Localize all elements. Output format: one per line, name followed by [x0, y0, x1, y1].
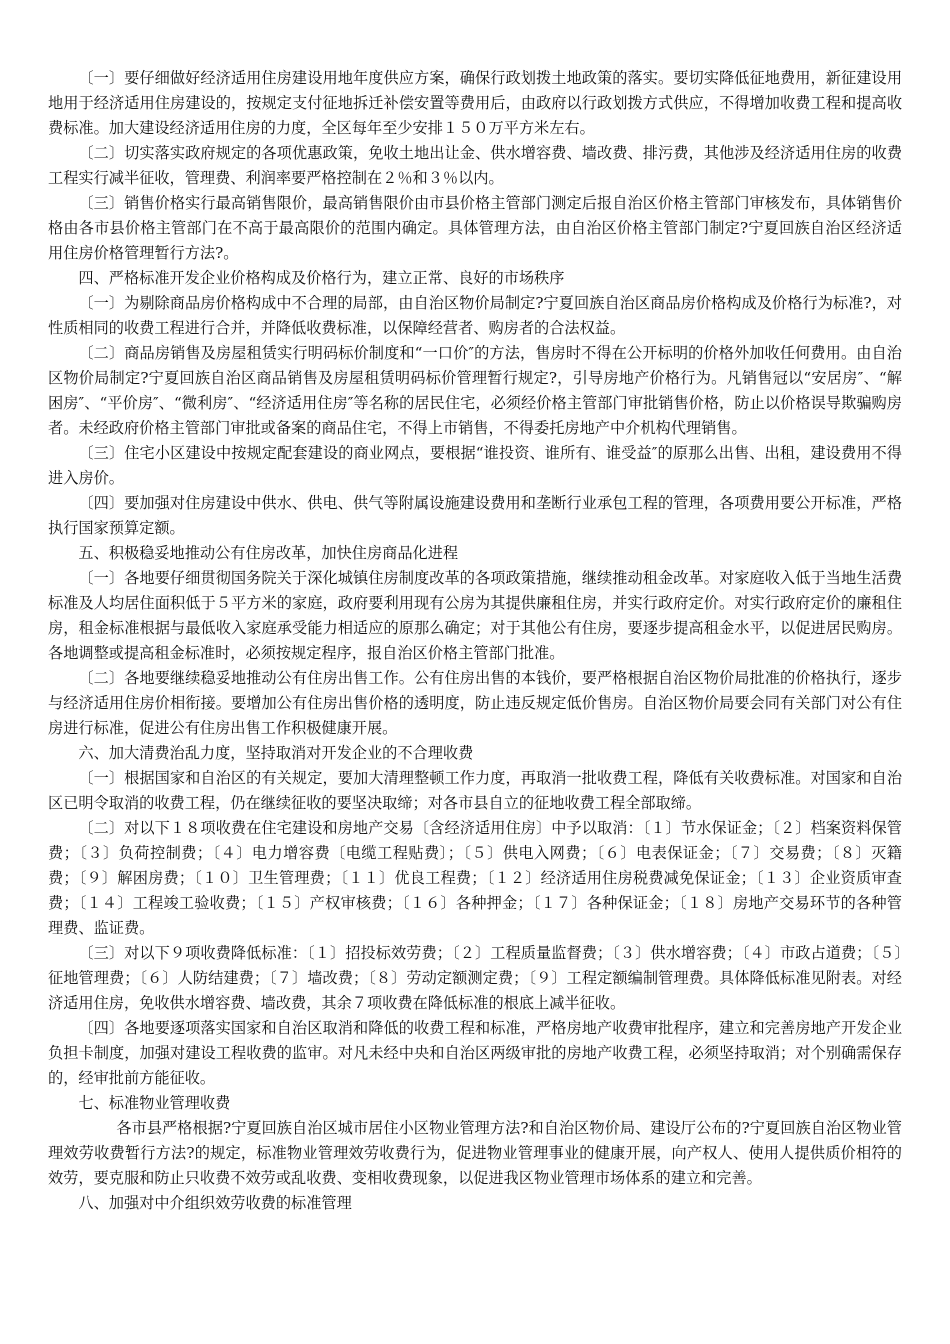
paragraph-item-commercial-outlets: 〔三〕住宅小区建设中按规定配套建设的商业网点，要根据“谁投资、谁所有、谁受益″的原那么出售、出租，建设费用不得进入房价。	[48, 444, 902, 487]
paragraph-item-land-supply: 〔一〕要仔细做好经济适用住房建设用地年度供应方案，确保行政划拨土地政策的落实。要切实降低征地费用，新征建设用地用于经济适用住房建设的，按规定支付征地拆迁补偿安置等费用后，由政府以行政划拨方式供应，不得增加收费工程和提高收费标准。加大建设经济适用住房的力度，全区每年至少安排１５０万平方米左右。	[48, 69, 902, 137]
paragraph-item-price-tagging: 〔二〕商品房销售及房屋租赁实行明码标价制度和“一口价″的方法，售房时不得在公开标明的价格外加收任何费用。由自治区物价局制定?宁夏回族自治区商品销售及房屋租赁明码标价管理暂行规定?，引导房地产价格行为。凡销售冠以“安居房″、“解困房″、“平价房″、“微利房″、“经济适用住房″等名称的居民住宅，必须经价格主管部门审批销售价格，防止以价格误导欺骗购房者。未经政府价格主管部门审批或备案的商品住宅，不得上市销售，不得委托房地产中介机构代理销售。	[48, 344, 902, 437]
paragraph-item-preferential-policies: 〔二〕切实落实政府规定的各项优惠政策，免收土地出让金、供水增容费、墙改费、排污费，其他涉及经济适用住房的收费工程实行减半征收，管理费、利润率要严格控制在２％和３％以内。	[48, 144, 902, 187]
paragraph-item-fee-supervision: 〔四〕各地要逐项落实国家和自治区取消和降低的收费工程和标准，严格房地产收费审批程序，建立和完善房地产开发企业负担卡制度，加强对建设工程收费的监审。对凡未经中央和自治区两级审批的房地产收费工程，必须坚持取消；对个别确需保存的，经审批前方能征收。	[48, 1019, 902, 1087]
section-heading-8: 八、加强对中介组织效劳收费的标准管理	[78, 1194, 352, 1212]
paragraph-item-price-composition: 〔一〕为剔除商品房价格构成中不合理的局部，由自治区物价局制定?宁夏回族自治区商品房价格构成及价格行为标准?，对性质相同的收费工程进行合并，并降低收费标准，以保障经营者、购房者的合法权益。	[48, 294, 902, 337]
section-heading-6: 六、加大清费治乱力度，坚持取消对开发企业的不合理收费	[78, 744, 474, 762]
paragraph-item-price-cap: 〔三〕销售价格实行最高销售限价，最高销售限价由市县价格主管部门测定后报自治区价格主管部门审核发布，具体销售价格由各市县价格主管部门在不高于最高限价的范围内确定。具体管理方法，由自治区价格主管部门制定?宁夏回族自治区经济适用住房价格管理暂行方法?。	[48, 194, 902, 262]
paragraph-item-cancelled-fees: 〔二〕对以下１８项收费在住宅建设和房地产交易〔含经济适用住房〕中予以取消：〔１〕节水保证金；〔２〕档案资料保管费；〔３〕负荷控制费；〔４〕电力增容费〔电缆工程贴费〕；〔５〕供电入网费；〔６〕电表保证金；〔７〕交易费；〔８〕灭籍费；〔９〕解困房费；〔１０〕卫生管理费；〔１１〕优良工程费；〔１２〕经济适用住房税费减免保证金；〔１３〕企业资质审查费；〔１４〕工程竣工验收费；〔１５〕产权审核费；〔１６〕各种押金；〔１７〕各种保证金；〔１８〕房地产交易环节的各种管理费、监证费。	[48, 819, 902, 937]
paragraph-item-utility-facilities: 〔四〕要加强对住房建设中供水、供电、供气等附属设施建设费用和垄断行业承包工程的管理，各项费用要公开标准，严格执行国家预算定额。	[48, 494, 902, 537]
paragraph-item-fee-cleanup: 〔一〕根据国家和自治区的有关规定，要加大清理整顿工作力度，再取消一批收费工程，降低有关收费标准。对国家和自治区已明令取消的收费工程，仍在继续征收的要坚决取缔；对各市县自立的征地收费工程全部取缔。	[48, 769, 902, 812]
section-heading-7: 七、标准物业管理收费	[78, 1094, 231, 1112]
paragraph-property-management: 各市县严格根据?宁夏回族自治区城市居住小区物业管理方法?和自治区物价局、建设厅公布的?宁夏回族自治区物业管理效劳收费暂行方法?的规定，标准物业管理效劳收费行为，促进物业管理事业的健康开展，向产权人、使用人提供质价相符的效劳，要克服和防止只收费不效劳或乱收费、变相收费现象，以促进我区物业管理市场体系的建立和完善。	[48, 1119, 902, 1187]
paragraph-item-rent-reform: 〔一〕各地要仔细贯彻国务院关于深化城镇住房制度改革的各项政策措施，继续推动租金改革。对家庭收入低于当地生活费标准及人均居住面积低于５平方米的家庭，政府要利用现有公房为其提供廉租住房，并实行政府定价。对实行政府定价的廉租住房，租金标准根据与最低收入家庭承受能力相适应的原那么确定；对于其他公有住房，要逐步提高租金水平，以促进居民购房。各地调整或提高租金标准时，必须按规定程序，报自治区价格主管部门批准。	[48, 569, 902, 662]
paragraph-item-public-housing-sale: 〔二〕各地要继续稳妥地推动公有住房出售工作。公有住房出售的本钱价，要严格根据自治区物价局批准的价格执行，逐步与经济适用住房价相衔接。要增加公有住房出售价格的透明度，防止违反规定低价售房。自治区物价局要会同有关部门对公有住房进行标准，促进公有住房出售工作积极健康开展。	[48, 669, 902, 737]
section-heading-5: 五、积极稳妥地推动公有住房改革，加快住房商品化进程	[78, 544, 459, 562]
section-heading-4: 四、严格标准开发企业价格构成及价格行为，建立正常、良好的市场秩序	[78, 269, 565, 287]
paragraph-item-reduced-fees: 〔三〕对以下９项收费降低标准：〔１〕招投标效劳费；〔２〕工程质量监督费；〔３〕供水增容费；〔４〕市政占道费；〔５〕征地管理费；〔６〕人防结建费；〔７〕墙改费；〔８〕劳动定额测定费；〔９〕工程定额编制管理费。具体降低标准见附表。对经济适用住房，免收供水增容费、墙改费，其余７项收费在降低标准的根底上减半征收。	[48, 944, 902, 1012]
